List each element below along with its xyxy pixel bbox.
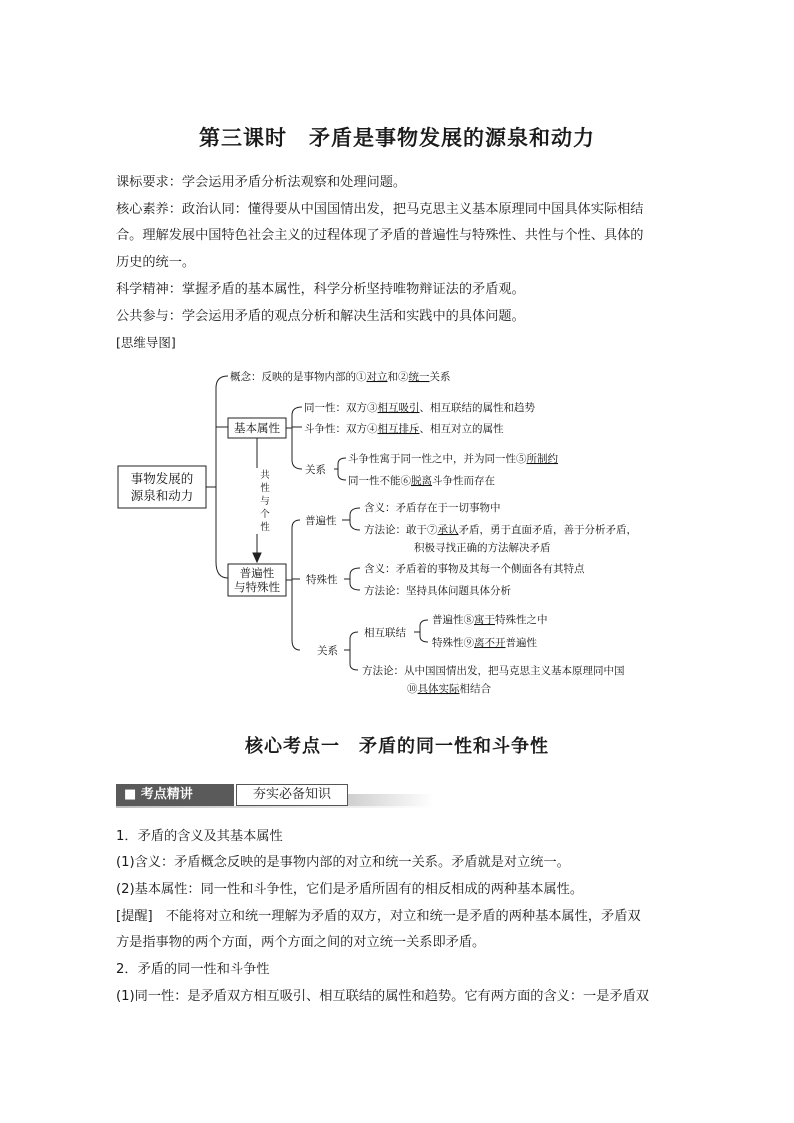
- body-para-1: (1)含义：矛盾概念反映的是事物内部的对立和统一关系。矛盾就是对立统一。: [116, 855, 570, 870]
- banner-knowledge: 夯实必备知识: [236, 784, 348, 806]
- particularity-method: 方法论：坚持具体问题具体分析: [364, 585, 511, 597]
- universality-meaning: 含义：矛盾存在于一切事物中: [364, 502, 501, 514]
- relation-label-1: 关系: [305, 464, 326, 476]
- relation-1b: 同一性不能⑥脱离斗争性而存在: [348, 475, 495, 487]
- identity-line: 同一性：双方③相互吸引、相互联结的属性和趋势: [304, 402, 535, 414]
- root-line-2: 源泉和动力: [130, 488, 194, 503]
- banner-underline: [116, 806, 434, 808]
- relation-label-2: 关系: [317, 645, 338, 657]
- universality-method: 方法论：敢于⑦承认矛盾，勇于直面矛盾，善于分析矛盾，: [364, 524, 637, 536]
- relation-method-2: ⑩具体实际相结合: [407, 683, 491, 695]
- core-literacy-line-2: 合。理解发展中国特色社会主义的过程体现了矛盾的普遍性与特殊性、共性与个性、具体的: [116, 228, 644, 243]
- body-para-3: (1)同一性：是矛盾双方相互吸引、相互联结的属性和趋势。它有两方面的含义：一是矛盾双: [116, 989, 649, 1004]
- core-literacy-line-1: 核心素养：政治认同：懂得要从中国国情出发，把马克思主义基本原理同中国具体实际相结: [116, 202, 644, 217]
- section-banner: [116, 784, 436, 808]
- basic-attribute-label: 基本属性: [234, 421, 280, 435]
- section-title: 核心考点一 矛盾的同一性和斗争性: [245, 736, 549, 757]
- core-literacy-line-3: 历史的统一。: [116, 255, 196, 270]
- page-title: 第三课时 矛盾是事物发展的源泉和动力: [199, 125, 595, 150]
- svg-text:性: 性: [260, 483, 270, 494]
- svg-text:个: 个: [260, 509, 270, 520]
- body-heading-1: 1．矛盾的含义及其基本属性: [116, 829, 283, 844]
- body-reminder-2: 方是指事物的两个方面，两个方面之间的对立统一关系即矛盾。: [116, 935, 486, 950]
- relation-2b: 特殊性⑨离不开普遍性: [432, 637, 537, 649]
- interconnection-label: 相互联结: [364, 627, 406, 639]
- commonality-individuality-vertical: [251, 468, 270, 534]
- struggle-line: 斗争性：双方④相互排斥、相互对立的属性: [304, 423, 504, 435]
- mind-map-heading: [思维导图]: [116, 335, 176, 350]
- body-reminder-1: [提醒] 不能将对立和统一理解为矛盾的双方，对立和统一是矛盾的两种基本属性，矛盾双: [116, 909, 641, 924]
- pt-label-2: 与特殊性: [234, 580, 280, 594]
- concept-line: 概念：反映的是事物内部的①对立和②统一关系: [230, 371, 451, 383]
- relation-2a: 普遍性⑧寓于特殊性之中: [432, 614, 548, 626]
- particularity-label: 特殊性: [306, 574, 338, 586]
- banner-fade: [348, 794, 434, 806]
- requirement-line: 课标要求：学会运用矛盾分析法观察和处理问题。: [116, 175, 407, 190]
- universality-method-2: 积极寻找正确的方法解决矛盾: [414, 542, 551, 554]
- public-participation-line: 公共参与：学会运用矛盾的观点分析和解决生活和实践中的具体问题。: [116, 309, 525, 324]
- particularity-meaning: 含义：矛盾着的事物及其每一个侧面各有其特点: [364, 563, 585, 575]
- relation-method: 方法论：从中国国情出发，把马克思主义基本原理同中国: [362, 665, 625, 677]
- svg-text:性: 性: [260, 522, 270, 533]
- pt-label-1: 普遍性: [239, 566, 275, 580]
- body-para-2: (2)基本属性：同一性和斗争性，它们是矛盾所固有的相反相成的两种基本属性。: [116, 882, 584, 897]
- banner-key-points: ■ 考点精讲: [116, 784, 234, 806]
- scientific-spirit-line: 科学精神：掌握矛盾的基本属性，科学分析坚持唯物辩证法的矛盾观。: [116, 282, 525, 297]
- svg-text:与: 与: [260, 496, 270, 507]
- root-line-1: 事物发展的: [130, 471, 194, 486]
- body-heading-2: 2．矛盾的同一性和斗争性: [116, 962, 270, 977]
- universality-label: 普遍性: [305, 515, 337, 527]
- relation-1a: 斗争性寓于同一性之中，并为同一性⑤所制约: [348, 453, 558, 465]
- svg-text:共: 共: [260, 470, 270, 481]
